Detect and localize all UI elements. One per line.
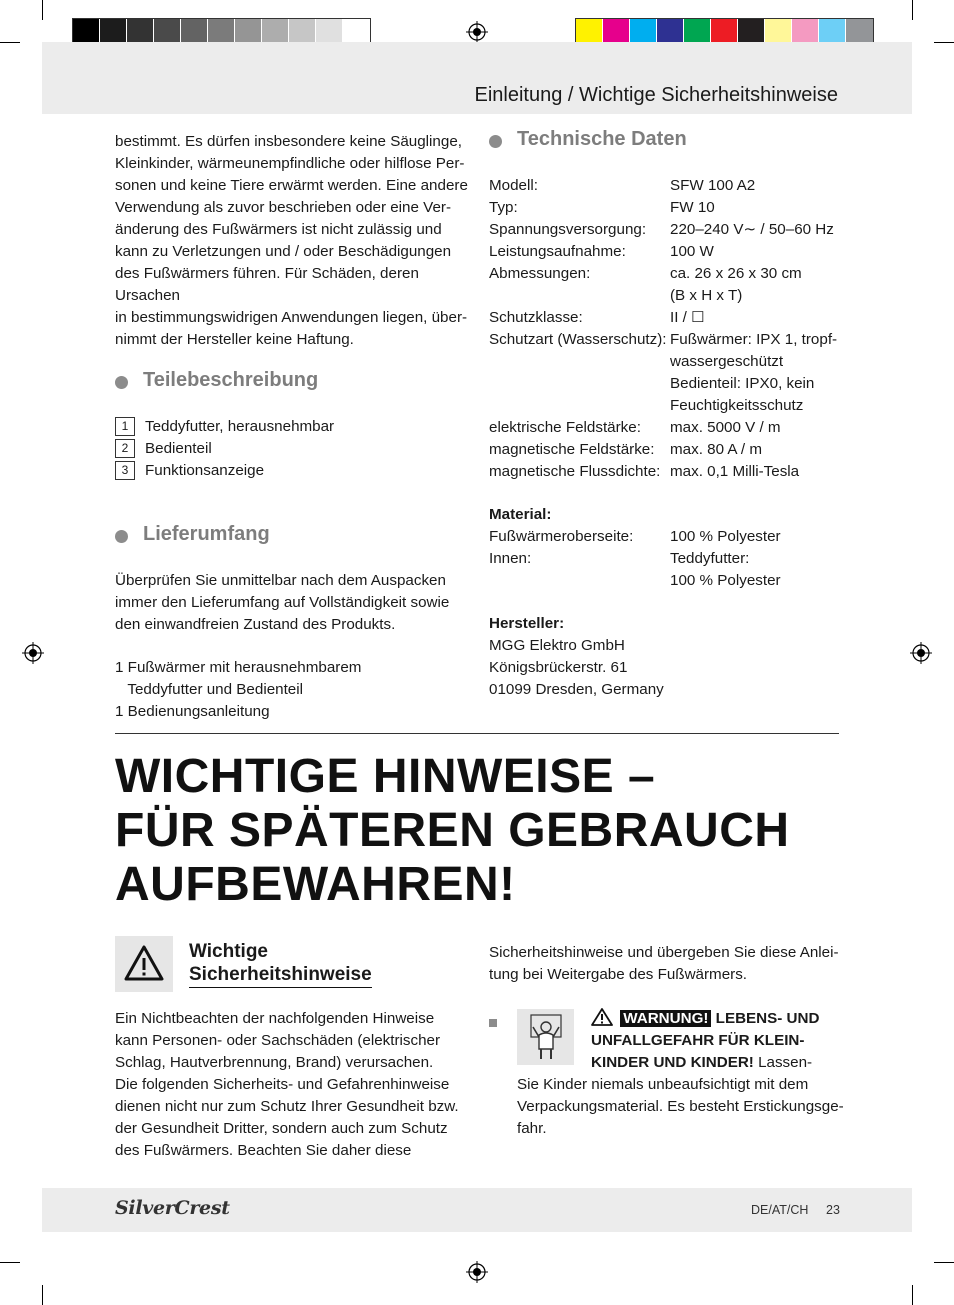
spec-label: Typ: — [489, 199, 518, 216]
spec-label: elektrische Feldstärke: — [489, 419, 641, 436]
brand-logo: SilverCrest — [115, 1197, 230, 1219]
footer-locale: DE/AT/CH — [751, 1203, 809, 1217]
spec-value: 100 W — [670, 243, 714, 260]
spec-label: magnetische Feldstärke: — [489, 441, 655, 458]
spec-value: max. 0,1 Milli-Tesla — [670, 463, 800, 480]
delivery-items: 1 Fußwärmer mit herausnehmbarem Teddyfutter und Bedienteil 1 Bedienungsanleitung — [115, 659, 362, 720]
manufacturer-heading: Hersteller: — [489, 615, 565, 632]
spec-value: Fußwärmer: IPX 1, tropf- — [670, 331, 838, 348]
spec-value: Teddyfutter: — [670, 550, 750, 567]
warning-normal-text: Lassen- — [753, 1054, 813, 1071]
spec-label: Fußwärmeroberseite: — [489, 528, 634, 545]
spec-value: wassergeschützt — [670, 353, 784, 370]
delivery-heading: Lieferumfang — [143, 523, 270, 545]
part-number: 2 — [115, 439, 135, 458]
safety-heading — [189, 940, 372, 988]
part-label: Bedienteil — [145, 440, 212, 457]
spec-value: ca. 26 x 26 x 30 cm — [670, 265, 802, 282]
section-bullet-icon — [115, 530, 128, 543]
part-label: Teddyfutter, herausnehmbar — [145, 418, 335, 435]
spec-value: 220–240 V∼ / 50–60 Hz — [670, 221, 834, 238]
section-bullet-icon — [489, 135, 502, 148]
part-number: 1 — [115, 417, 135, 436]
spec-value: Bedienteil: IPX0, kein — [670, 375, 815, 392]
child-warning-icon — [517, 1009, 574, 1065]
part-item — [115, 416, 334, 438]
spec-value: 100 % Polyester — [670, 572, 781, 589]
crop-mark — [912, 1285, 913, 1305]
crop-mark — [934, 42, 954, 43]
spec-label: magnetische Flussdichte: — [489, 463, 661, 480]
spec-label: Schutzart (Wasserschutz): — [489, 331, 667, 348]
spec-value: FW 10 — [670, 199, 715, 216]
section-divider — [115, 733, 839, 734]
section-bullet-icon — [115, 376, 128, 389]
registration-mark-icon — [466, 21, 488, 43]
material-heading: Material: — [489, 506, 552, 523]
safety-right-text: Sicherheitshinweise und übergeben Sie diese Anlei- tung bei Weitergabe des Fußwärmers. — [489, 944, 839, 983]
part-item — [115, 460, 264, 482]
spec-label: Innen: — [489, 550, 532, 567]
spec-value: max. 80 A / m — [670, 441, 763, 458]
registration-mark-icon — [910, 642, 932, 664]
spec-value: II / ☐ — [670, 309, 705, 326]
spec-label: Schutzklasse: — [489, 309, 583, 326]
crop-mark — [912, 0, 913, 20]
parts-heading: Teilebeschreibung — [143, 369, 319, 391]
registration-mark-icon — [22, 642, 44, 664]
warning-bold-line: UNFALLGEFAHR FÜR KLEIN- — [591, 1032, 805, 1049]
list-square-bullet-icon — [489, 1019, 497, 1027]
page-header-title: Einleitung / Wichtige Sicherheitshinweise — [474, 84, 838, 106]
spec-value: 100 % Polyester — [670, 528, 781, 545]
crop-mark — [0, 1262, 20, 1263]
page-number: 23 — [826, 1203, 840, 1217]
spec-label: Abmessungen: — [489, 265, 591, 282]
spec-value: Feuchtigkeitsschutz — [670, 397, 804, 414]
spec-label: Leistungsaufnahme: — [489, 243, 626, 260]
warning-bold-text: KINDER UND KINDER! — [591, 1054, 754, 1071]
spec-value: SFW 100 A2 — [670, 177, 756, 194]
registration-mark-icon — [466, 1261, 488, 1283]
spec-label: Spannungsversorgung: — [489, 221, 647, 238]
safety-heading-line2: Sicherheitshinweise — [189, 963, 372, 988]
spec-label: Modell: — [489, 177, 538, 194]
warning-line3 — [591, 1052, 812, 1074]
intro-text: bestimmt. Es dürfen insbesondere keine Säuglinge, Kleinkinder, wärmeunempfindliche oder hilflose Per- sonen und keine Tiere erwärmt werden. Eine andere Verwendung als zuvor beschrieben oder eine Ver- änderung des Fußwärmers ist nicht zulässig und kann zu Verletzungen und / oder Beschädigungen des Fußwärmers führen. Für Schäden, deren Ursachen in bestimmungswidrigen Anwendungen liegen, über- nimmt der Hersteller keine Haftung. — [115, 133, 468, 348]
manufacturer-line: Königsbrückerstr. 61 — [489, 659, 628, 676]
crop-mark — [42, 0, 43, 20]
crop-mark — [0, 42, 20, 43]
part-label: Funktionsanzeige — [145, 462, 265, 479]
crop-mark — [42, 1285, 43, 1305]
tech-heading: Technische Daten — [517, 128, 687, 150]
safety-heading-line1: Wichtige — [189, 941, 268, 962]
crop-mark — [934, 1262, 954, 1263]
warning-triangle-icon — [115, 936, 173, 992]
part-number: 3 — [115, 461, 135, 480]
part-item — [115, 438, 212, 460]
spec-value: (B x H x T) — [670, 287, 743, 304]
safety-text: Ein Nichtbeachten der nachfolgenden Hinweise kann Personen- oder Sachschäden (elektrischer Schlag, Hautverbrennung, Brand) verursachen. Die folgenden Sicherheits- und Gefahrenhinweise dienen nicht nur zum Schutz Ihrer Gesundheit bzw. der Gesundheit Dritter, sondern auch zum Schutz des Fußwärmers. Beachten Sie daher diese — [115, 1010, 459, 1159]
spec-value: max. 5000 V / m — [670, 419, 781, 436]
manufacturer-line: MGG Elektro GmbH — [489, 637, 625, 654]
manufacturer-line: 01099 Dresden, Germany — [489, 681, 664, 698]
important-title: WICHTIGE HINWEISE – FÜR SPÄTEREN GEBRAUCH AUFBEWAHREN! — [115, 750, 790, 911]
warning-label: WARNUNG! — [620, 1010, 711, 1027]
warning-body: Sie Kinder niemals unbeaufsichtigt mit dem Verpackungsmaterial. Es besteht Erstickungsge- fahr. — [517, 1076, 844, 1137]
warning-bold-text: LEBENS- UND — [711, 1010, 820, 1027]
delivery-text: Überprüfen Sie unmittelbar nach dem Auspacken immer den Lieferumfang auf Vollständigkeit sowie den einwandfreien Zustand des Produkts. — [115, 572, 450, 633]
